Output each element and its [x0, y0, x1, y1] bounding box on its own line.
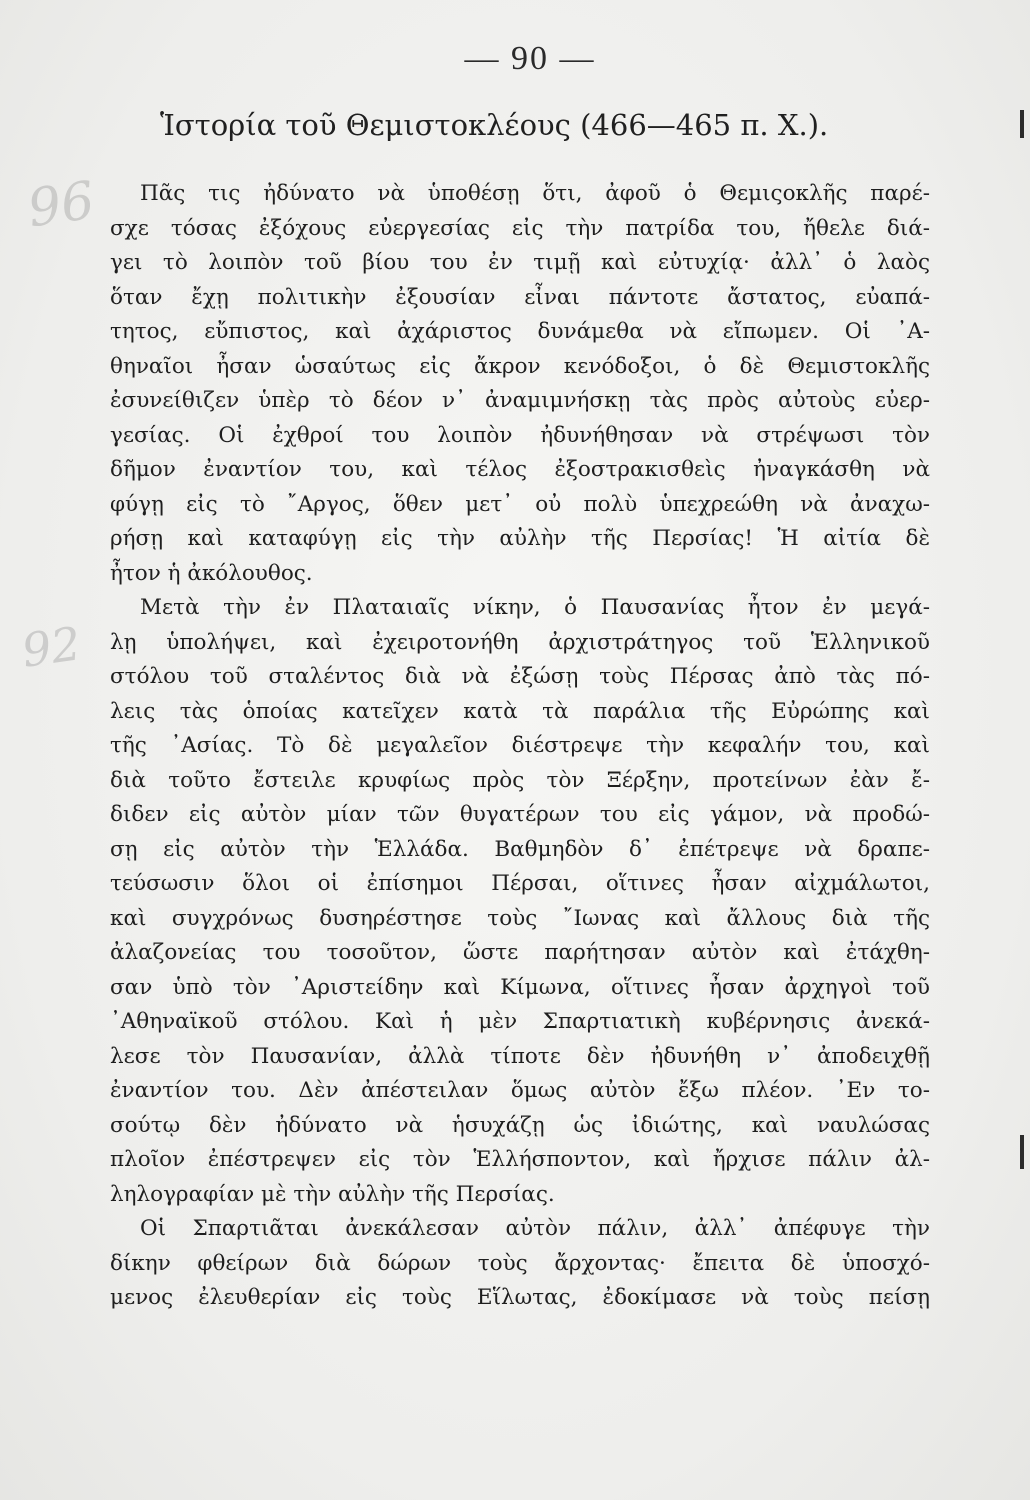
text-line: Πᾶς τις ἠδύνατο νὰ ὑποθέσῃ ὅτι, ἀφοῦ ὁ Θεμιςοκλῆς παρέ-: [140, 181, 930, 206]
text-line: σῃ εἰς αὐτὸν τὴν Ἑλλάδα. Βαθμηδὸν δ᾽ ἐπέτρεψε νὰ δραπε-: [110, 836, 930, 862]
text-line: ἐναντίον του. Δὲν ἀπέστειλαν ὅμως αὐτὸν ἔξω πλέον. ᾽Εν το-: [110, 1078, 930, 1103]
text-line: μενος ἐλευθερίαν εἰς τοὺς Εἵλωτας, ἐδοκίμασε νὰ τοὺς πείσῃ: [110, 1285, 930, 1310]
text-line: λεις τὰς ὁποίας κατεῖχεν κατὰ τὰ παράλια τῆς Εὐρώπης καὶ: [110, 698, 930, 724]
chapter-title: Ἱστορία τοῦ Θεμιστοκλέους (466—465 π. Χ.).: [160, 108, 829, 142]
text-line: ᾽Αθηναϊκοῦ στόλου. Καὶ ἡ μὲν Σπαρτιατικὴ κυβέρνησις ἀνεκά-: [110, 1009, 930, 1034]
text-line: δίκην φθείρων διὰ δώρων τοὺς ἄρχοντας· ἔπειτα δὲ ὑποσχό-: [110, 1250, 930, 1276]
page-edge-mark: [1020, 1135, 1024, 1169]
text-line: πλοῖον ἐπέστρεψεν εἰς τὸν Ἑλλήσποντον, καὶ ἤρχισε πάλιν ἀλ-: [110, 1147, 930, 1172]
text-line: ὅταν ἔχῃ πολιτικὴν ἐξουσίαν εἶναι πάντοτε ἄστατος, εὐαπά-: [110, 284, 930, 310]
text-line: τῆς ᾽Ασίας. Τὸ δὲ μεγαλεῖον διέστρεψε τὴν κεφαλήν του, καὶ: [110, 733, 930, 758]
text-line: στόλου τοῦ σταλέντος διὰ νὰ ἐξώσῃ τοὺς Πέρσας ἀπὸ τὰς πό-: [110, 664, 930, 689]
text-line: λεσε τὸν Παυσανίαν, ἀλλὰ τίποτε δὲν ἠδυνήθη ν᾽ ἀποδειχθῇ: [110, 1043, 930, 1069]
text-line: γεσίας. Οἱ ἐχθροί του λοιπὸν ἠδυνήθησαν νὰ στρέψωσι τὸν: [110, 422, 930, 448]
text-line: διδεν εἰς αὐτὸν μίαν τῶν θυγατέρων του εἰς γάμον, νὰ προδώ-: [110, 802, 930, 827]
text-line: ληλογραφίαν μὲ τὴν αὐλὴν τῆς Περσίας.: [110, 1181, 555, 1207]
text-line: Μετὰ τὴν ἐν Πλαταιαῖς νίκην, ὁ Παυσανίας ἦτον ἐν μεγά-: [140, 595, 930, 620]
page-edge-mark: [1020, 110, 1024, 138]
text-line: λῃ ὑπολήψει, καὶ ἐχειροτονήθη ἀρχιστράτηγος τοῦ Ἑλληνικοῦ: [110, 629, 930, 655]
text-line: τεύσωσιν ὅλοι οἱ ἐπίσημοι Πέρσαι, οἵτινες ἦσαν αἰχμάλωτοι,: [110, 871, 930, 896]
text-line: ἀλαζονείας του τοσοῦτον, ὥστε παρήτησαν αὐτὸν καὶ ἐτάχθη-: [110, 940, 930, 965]
text-line: ἐσυνείθιζεν ὑπὲρ τὸ δέον ν᾽ ἀναμιμνήσκῃ τὰς πρὸς αὐτοὺς εὐερ-: [110, 388, 930, 413]
text-line: ἦτον ἡ ἀκόλουθος.: [110, 560, 313, 586]
paragraph: [110, 177, 930, 591]
text-line: διὰ τοῦτο ἔστειλε κρυφίως πρὸς τὸν Ξέρξην, προτείνων ἐὰν ἔ-: [110, 767, 930, 793]
text-line: δῆμον ἐναντίον του, καὶ τέλος ἐξοστρακισθεὶς ἠναγκάσθη νὰ: [110, 457, 930, 482]
text-line: τητος, εὔπιστος, καὶ ἀχάριστος δυνάμεθα νὰ εἴπωμεν. Οἱ ᾽Α-: [110, 319, 930, 344]
text-line: γει τὸ λοιπὸν τοῦ βίου του ἐν τιμῇ καὶ εὐτυχίᾳ· ἀλλ᾽ ὁ λαὸς: [110, 250, 930, 275]
text-line: καὶ συγχρόνως δυσηρέστησε τοὺς ῎Ιωνας καὶ ἄλλους διὰ τῆς: [110, 905, 930, 931]
text-line: θηναῖοι ἦσαν ὡσαύτως εἰς ἄκρον κενόδοξοι, ὁ δὲ Θεμιστοκλῆς: [110, 353, 930, 379]
page-number: — 90 —: [464, 40, 596, 77]
margin-pencil-note: 92: [18, 616, 85, 678]
text-line: Οἱ Σπαρτιᾶται ἀνεκάλεσαν αὐτὸν πάλιν, ἀλλ᾽ ἀπέφυγε τὴν: [140, 1216, 930, 1241]
text-line: ρήσῃ καὶ καταφύγῃ εἰς τὴν αὐλὴν τῆς Περσίας! Ἡ αἰτία δὲ: [110, 526, 930, 551]
text-line: φύγῃ εἰς τὸ ῎Αργος, ὅθεν μετ᾽ οὐ πολὺ ὑπεχρεώθη νὰ ἀναχω-: [110, 491, 930, 517]
text-line: σαν ὑπὸ τὸν ᾽Αριστείδην καὶ Κίμωνα, οἵτινες ἦσαν ἀρχηγοὶ τοῦ: [110, 974, 930, 1000]
body-text: [110, 177, 930, 1316]
text-line: σχε τόσας ἐξόχους εὐεργεσίας εἰς τὴν πατρίδα του, ἤθελε διά-: [110, 215, 930, 241]
paragraph: [110, 591, 930, 1212]
margin-pencil-note: 96: [24, 170, 99, 240]
paragraph: [110, 1212, 930, 1316]
text-line: σούτῳ δὲν ἠδύνατο νὰ ἡσυχάζῃ ὡς ἰδιώτης, καὶ ναυλώσας: [110, 1112, 930, 1138]
